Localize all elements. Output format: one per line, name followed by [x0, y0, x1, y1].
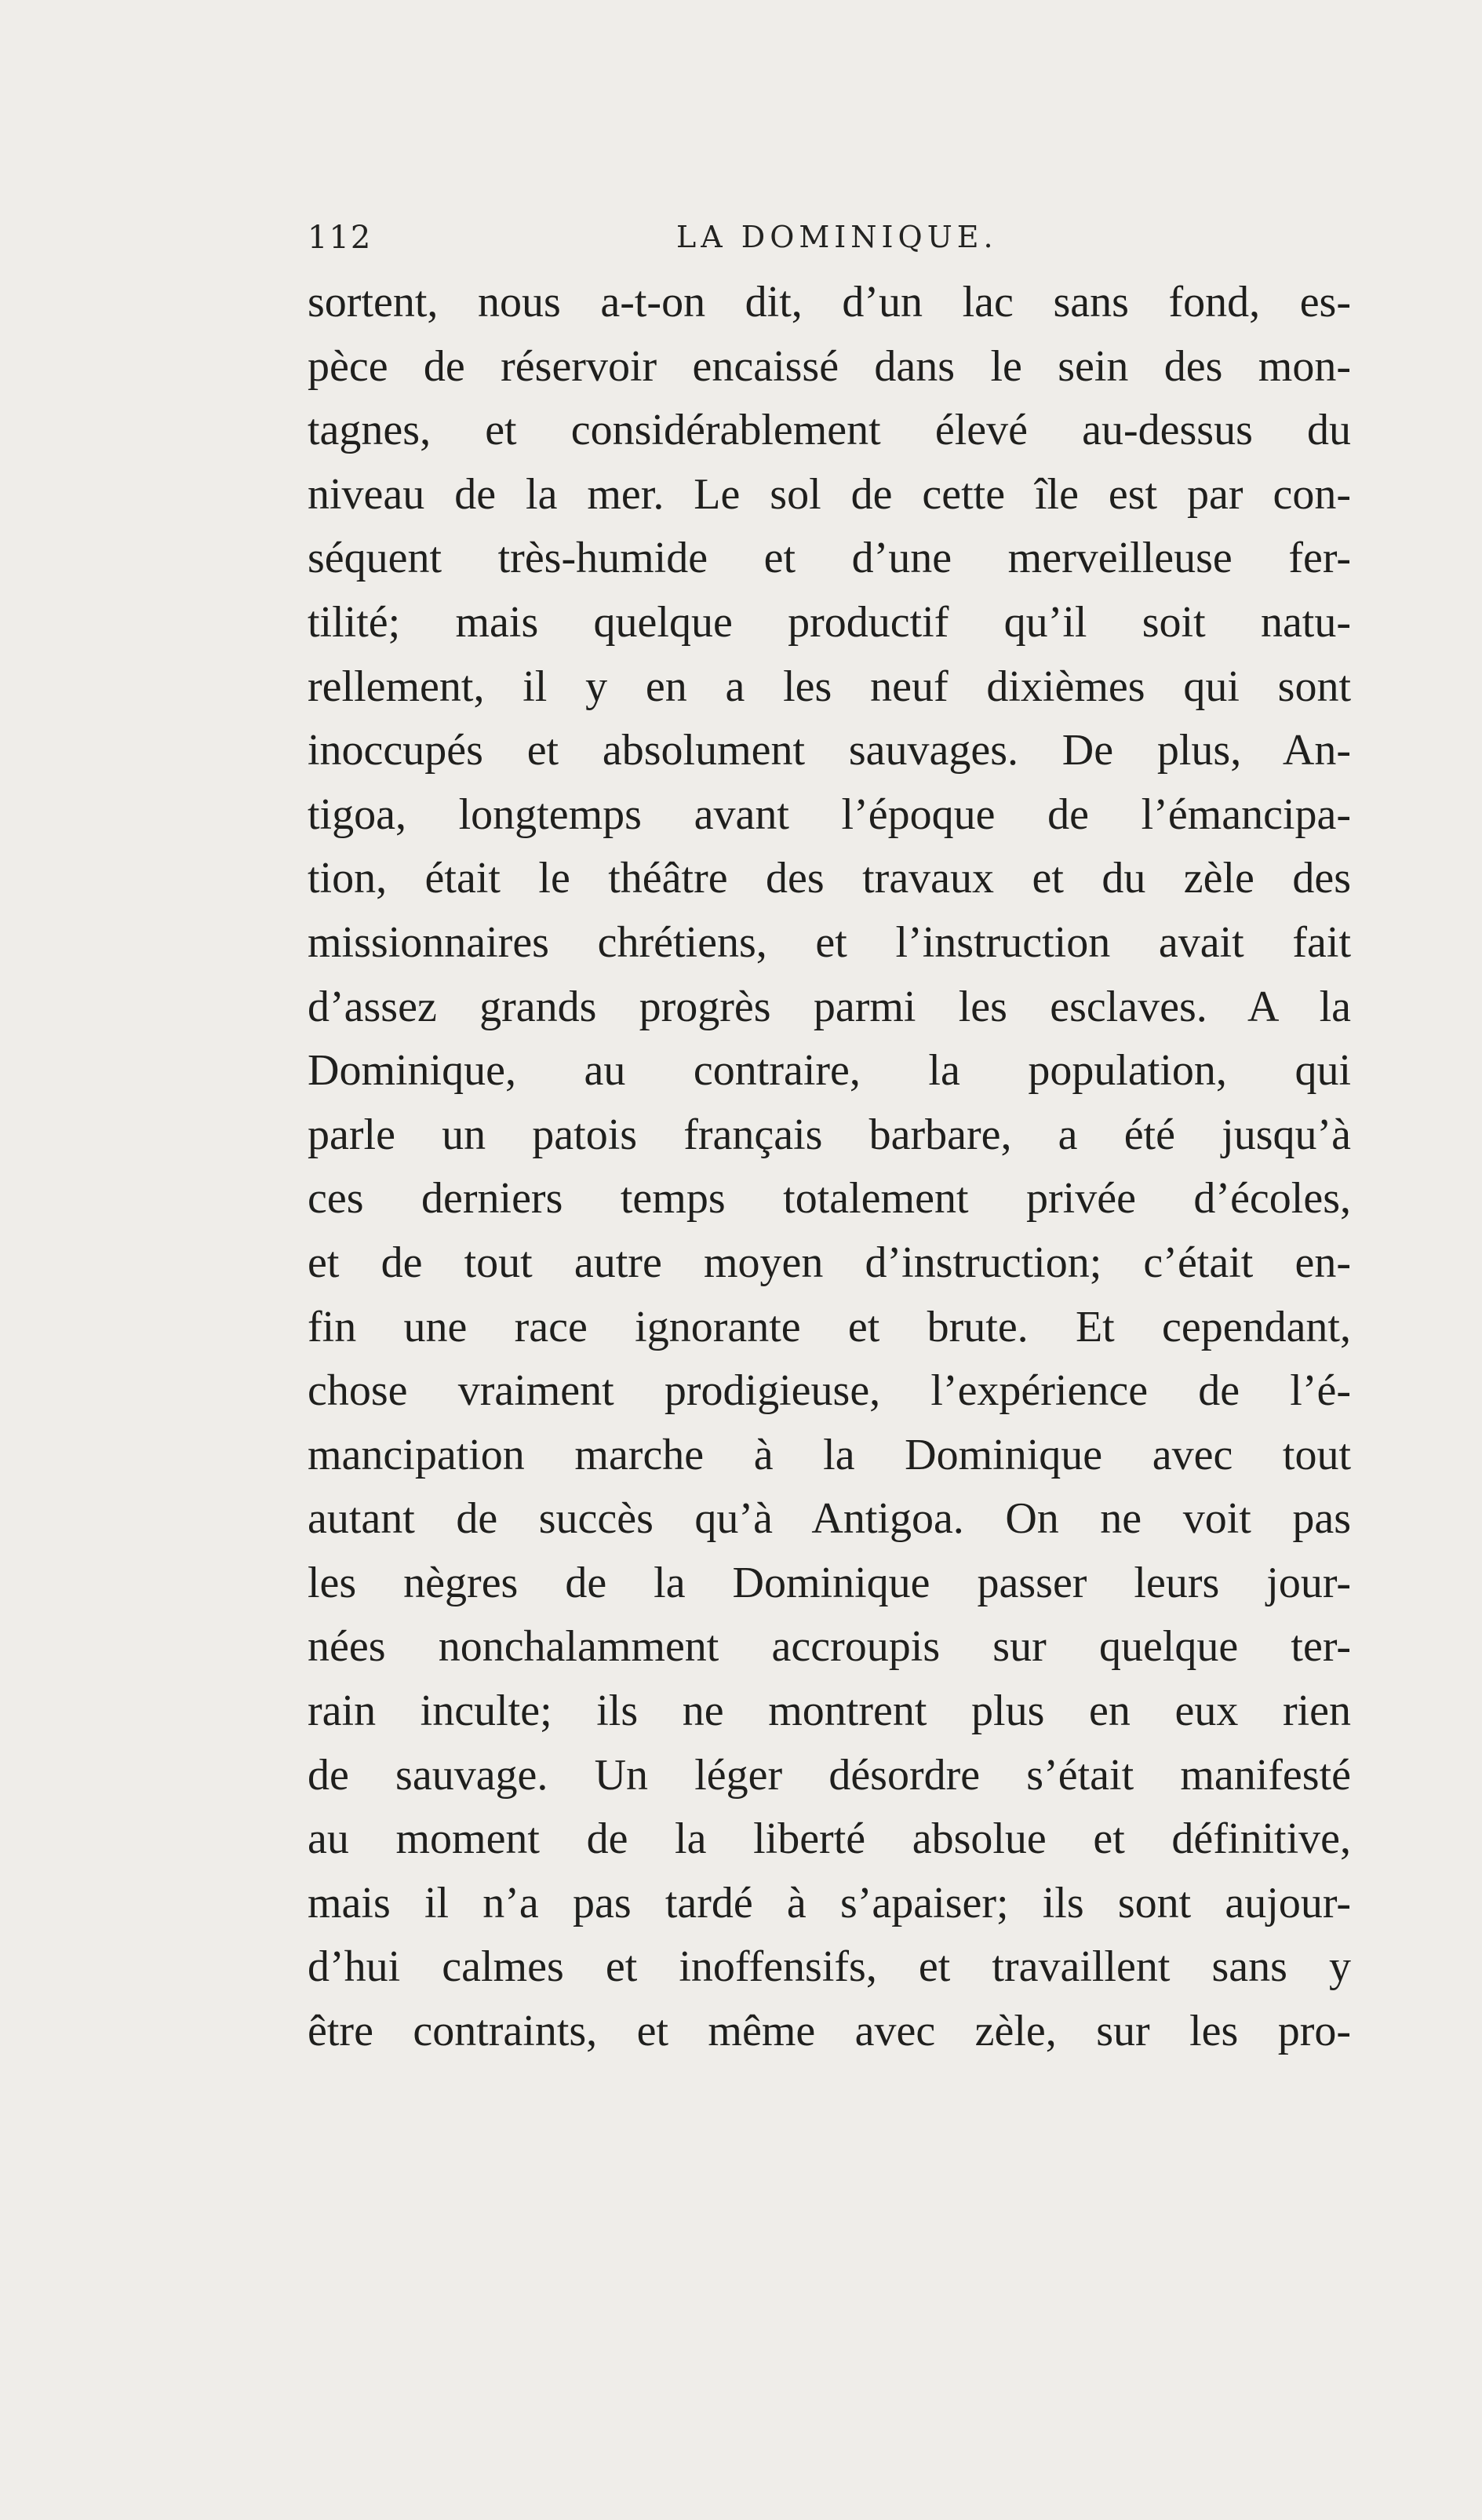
text-line: niveau de la mer. Le sol de cette île est par con- [308, 469, 1351, 519]
text-line: parle un patois français barbare, a été jusqu’à [308, 1110, 1351, 1159]
text-line: rellement, il y en a les neuf dixièmes qui sont [308, 662, 1351, 711]
text-line: ces derniers temps totalement privée d’écoles, [308, 1174, 1351, 1224]
text-line: être contraints, et même avec zèle, sur les pro- [308, 2007, 1351, 2056]
text-line: les nègres de la Dominique passer leurs jour- [308, 1558, 1351, 1607]
page-number: 112 [308, 220, 373, 256]
text-line: tion, était le théâtre des travaux et du zèle des [308, 854, 1351, 903]
text-line: missionnaires chrétiens, et l’instruction avait fait [308, 917, 1351, 967]
text-line: tigoa, longtemps avant l’époque de l’émancipa- [308, 790, 1351, 839]
text-line: pèce de réservoir encaissé dans le sein des mon- [308, 341, 1351, 391]
text-line: tagnes, et considérablement élevé au-dessus du [308, 406, 1351, 455]
running-title: LA DOMINIQUE. [676, 220, 998, 254]
text-line: au moment de la liberté absolue et définitive, [308, 1814, 1351, 1864]
body-text [308, 271, 1351, 2064]
text-line: et de tout autre moyen d’instruction; c’était en- [308, 1238, 1351, 1287]
text-line: nées nonchalamment accroupis sur quelque ter- [308, 1622, 1351, 1672]
text-line: d’hui calmes et inoffensifs, et travaillent sans y [308, 1942, 1351, 1992]
text-line: mais il n’a pas tardé à s’apaiser; ils sont aujour- [308, 1878, 1351, 1927]
text-line: rain inculte; ils ne montrent plus en eux rien [308, 1687, 1351, 1736]
text-line: tilité; mais quelque productif qu’il soit natu- [308, 597, 1351, 647]
text-line: de sauvage. Un léger désordre s’était manifesté [308, 1750, 1351, 1800]
text-line: Dominique, au contraire, la population, qui [308, 1046, 1351, 1096]
text-line: sortent, nous a-t-on dit, d’un lac sans fond, es- [308, 278, 1351, 326]
text-line: chose vraiment prodigieuse, l’expérience de l’é- [308, 1366, 1351, 1416]
text-line: séquent très-humide et d’une merveilleuse fer- [308, 534, 1351, 583]
text-line: autant de succès qu’à Antigoa. On ne voit pas [308, 1494, 1351, 1544]
text-line: inoccupés et absolument sauvages. De plus, An- [308, 726, 1351, 775]
text-line: d’assez grands progrès parmi les esclaves. A la [308, 982, 1351, 1031]
text-line: fin une race ignorante et brute. Et cependant, [308, 1302, 1351, 1351]
text-line: mancipation marche à la Dominique avec tout [308, 1430, 1351, 1479]
